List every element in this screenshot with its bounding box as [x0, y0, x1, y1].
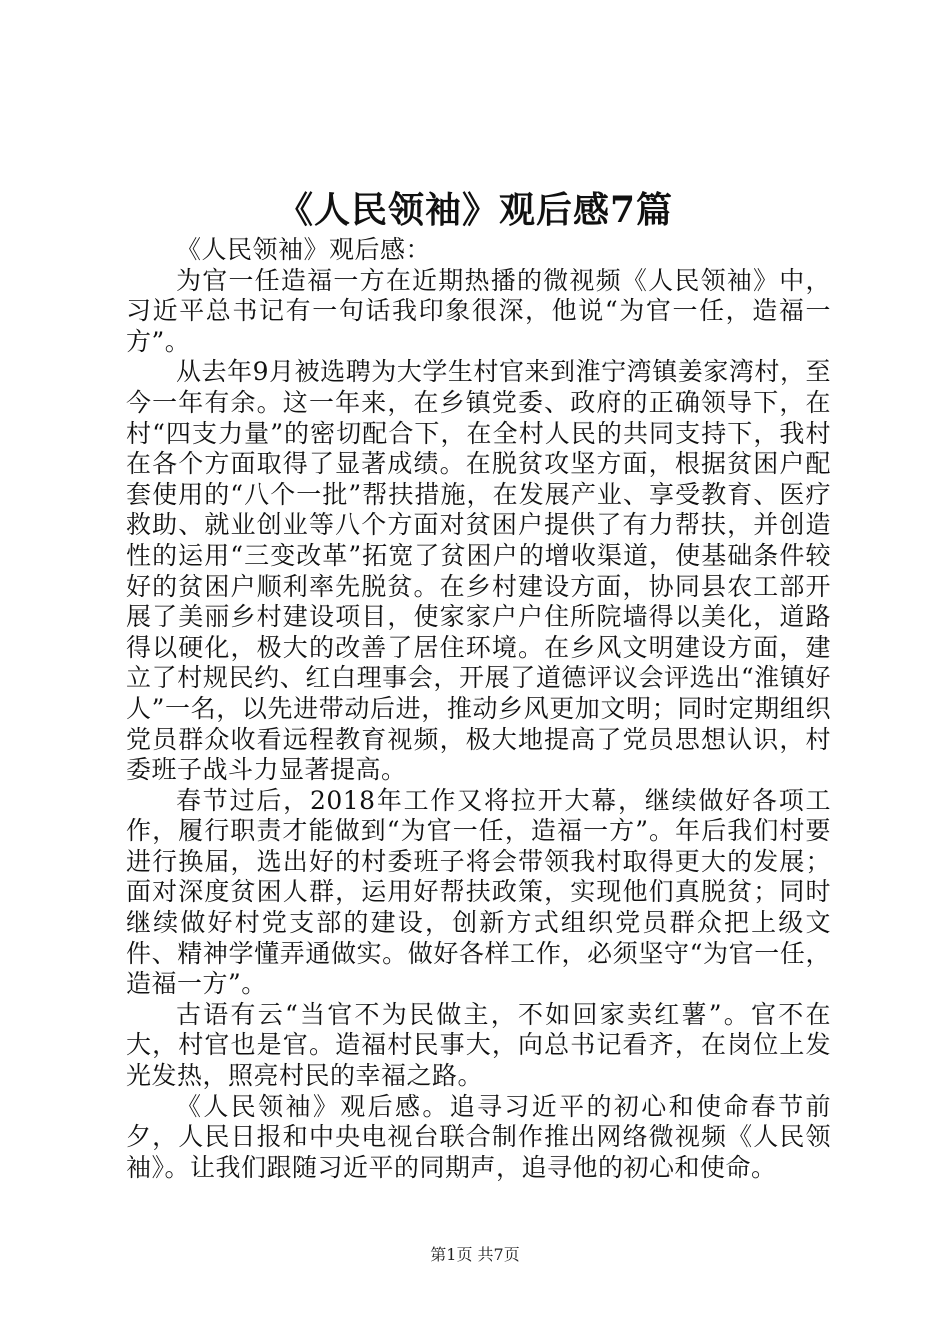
paragraph-2: 为官一任造福一方在近期热播的微视频《人民领袖》中，习近平总书记有一句话我印象很深，他说“为官一任，造福一方”。 — [126, 265, 831, 356]
document-title: 《人民领袖》观后感7篇 — [276, 189, 674, 231]
document-body — [126, 235, 831, 1183]
paragraph-4: 春节过后，2018年工作又将拉开大幕，继续做好各项工作，履行职责才能做到“为官一任，造福一方”。年后我们村要进行换届，选出好的村委班子将会带领我村取得更大的发展；面对深度贫困人群，运用好帮扶政策，实现他们真脱贫；同时继续做好村党支部的建设，创新方式组织党员群众把上级文件、精神学懂弄通做实。做好各样工作，必须坚守“为官一任，造福一方”。 — [126, 785, 831, 999]
paragraph-3: 从去年9月被选聘为大学生村官来到淮宁湾镇姜家湾村，至今一年有余。这一年来，在乡镇党委、政府的正确领导下，在村“四支力量”的密切配合下，在全村人民的共同支持下，我村在各个方面取得了显著成绩。在脱贫攻坚方面，根据贫困户配套使用的“八个一批”帮扶措施，在发展产业、享受教育、医疗救助、就业创业等八个方面对贫困户提供了有力帮扶，并创造性的运用“三变改革”拓宽了贫困户的增收渠道，使基础条件较好的贫困户顺利率先脱贫。在乡村建设方面，协同县农工部开展了美丽乡村建设项目，使家家户户住所院墙得以美化，道路得以硬化，极大的改善了居住环境。在乡风文明建设方面，建立了村规民约、红白理事会，开展了道德评议会评选出“淮镇好人”一名，以先进带动后进，推动乡风更加文明；同时定期组织党员群众收看远程教育视频，极大地提高了党员思想认识，村委班子战斗力显著提高。 — [126, 357, 831, 785]
paragraph-1: 《人民领袖》观后感： — [176, 235, 432, 264]
page-number-footer: 第1页 共7页 — [430, 1245, 520, 1264]
paragraph-6: 《人民领袖》观后感。追寻习近平的初心和使命春节前夕，人民日报和中央电视台联合制作推出网络微视频《人民领袖》。让我们跟随习近平的同期声，追寻他的初心和使命。 — [126, 1091, 831, 1182]
paragraph-5: 古语有云“当官不为民做主，不如回家卖红薯”。官不在大，村官也是官。造福村民事大，向总书记看齐，在岗位上发光发热，照亮村民的幸福之路。 — [126, 999, 831, 1091]
